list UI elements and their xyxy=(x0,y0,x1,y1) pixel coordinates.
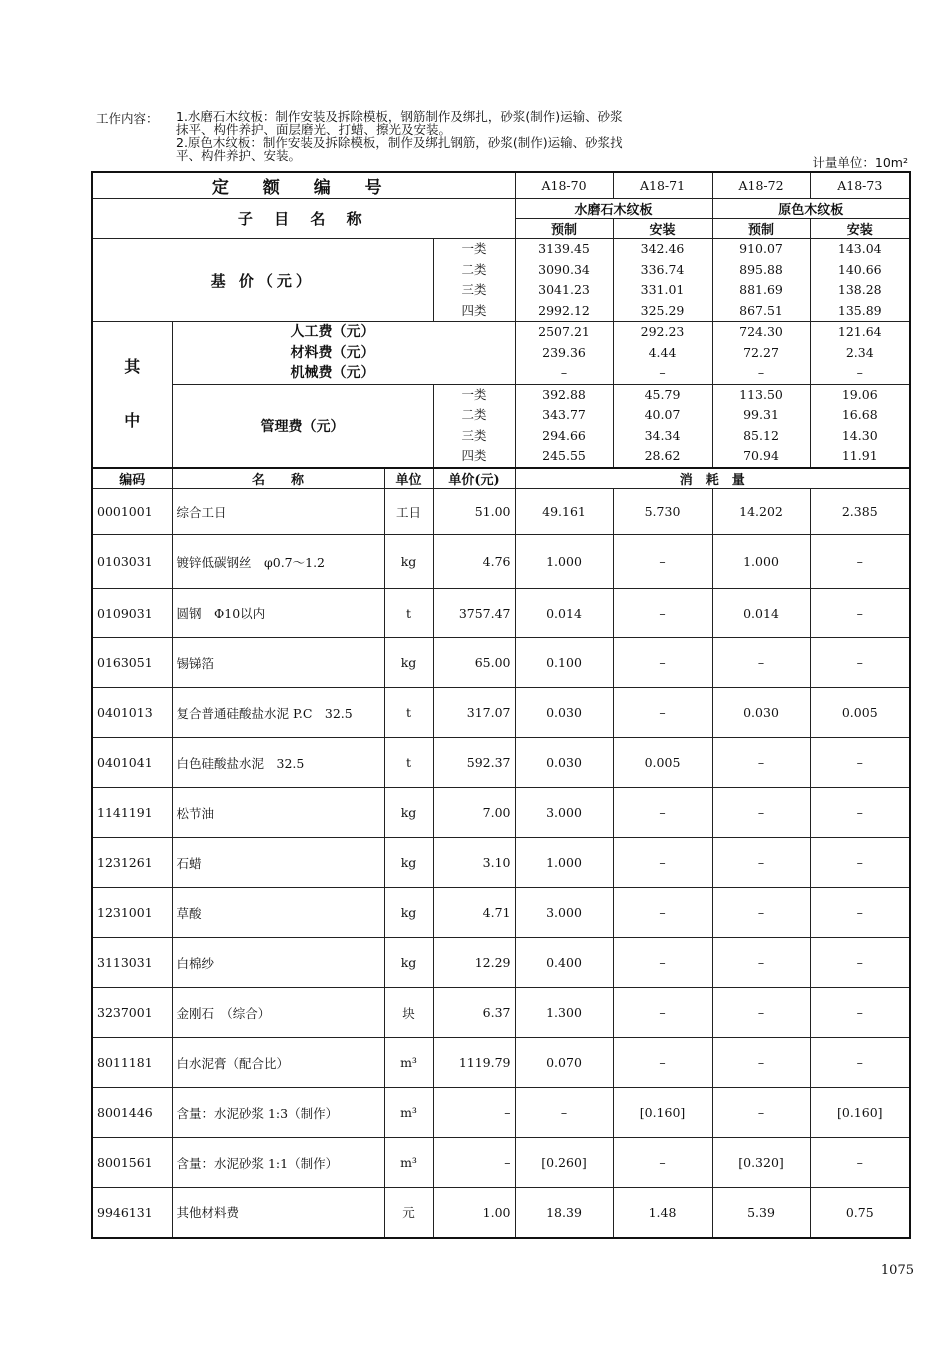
row-unit: t xyxy=(384,589,433,638)
item-subitem: 安装 xyxy=(810,219,910,239)
table-row xyxy=(92,489,910,535)
row-code: 0401013 xyxy=(92,688,172,738)
base-price-value: 331.01 xyxy=(640,282,685,297)
table-row xyxy=(92,1138,910,1188)
mgmt-value: 45.79 xyxy=(644,386,681,402)
base-price-label: 基 价（元） xyxy=(92,239,433,322)
row-code: 9946131 xyxy=(92,1188,172,1238)
row-name: 镀锌低碳钢丝 φ0.7～1.2 xyxy=(172,535,384,589)
row-consumption: 0.070 xyxy=(515,1038,613,1088)
row-consumption: 0.400 xyxy=(515,938,613,988)
row-consumption: – xyxy=(613,1038,712,1088)
cost-value: – xyxy=(757,365,765,380)
base-price-value: 867.51 xyxy=(739,302,783,318)
class-label: 四类 xyxy=(461,448,487,463)
item-subitem: 预制 xyxy=(515,219,613,239)
row-name: 复合普通硅酸盐水泥 P.C 32.5 xyxy=(172,688,384,738)
row-consumption: – xyxy=(712,938,810,988)
cost-value: – xyxy=(659,365,666,380)
quota-table xyxy=(91,171,911,1239)
base-price-value: 138.28 xyxy=(837,282,882,297)
row-consumption: – xyxy=(712,988,810,1038)
row-consumption: 14.202 xyxy=(712,489,810,535)
row-consumption: [0.320] xyxy=(712,1138,810,1188)
base-price-col xyxy=(712,239,810,322)
table-row xyxy=(92,788,910,838)
row-consumption: – xyxy=(613,589,712,638)
among-label xyxy=(92,322,172,468)
row-consumption: – xyxy=(810,888,910,938)
class-label: 一类 xyxy=(461,386,487,402)
mgmt-value: 19.06 xyxy=(841,386,878,402)
item-group: 原色木纹板 xyxy=(712,199,910,219)
row-consumption: – xyxy=(810,838,910,888)
row-consumption: – xyxy=(810,738,910,788)
row-name: 白棉纱 xyxy=(172,938,384,988)
labour-cost-label: 人工费（元） xyxy=(290,324,375,340)
work-content-line: 抹平、构件养护、面层磨光、打蜡、擦光及安装。 xyxy=(176,122,452,137)
base-price-value: 895.88 xyxy=(739,261,783,277)
table-row xyxy=(92,1088,910,1138)
col-header-name: 名 称 xyxy=(172,468,384,489)
row-consumption: 0.030 xyxy=(515,688,613,738)
row-name: 锡锑箔 xyxy=(172,638,384,688)
row-consumption: 49.161 xyxy=(515,489,613,535)
cost-value: – xyxy=(856,365,863,380)
base-price-value: 342.46 xyxy=(640,241,685,256)
row-consumption: – xyxy=(712,1038,810,1088)
row-consumption: – xyxy=(712,638,810,688)
cost-value: 72.27 xyxy=(743,344,779,360)
base-price-value: 140.66 xyxy=(837,261,882,277)
row-consumption: 0.75 xyxy=(810,1188,910,1238)
row-consumption: – xyxy=(613,1138,712,1188)
machine-cost-label: 机械费（元） xyxy=(290,365,375,381)
row-consumption: [0.160] xyxy=(810,1088,910,1138)
row-consumption: 0.014 xyxy=(712,589,810,638)
base-price-value: 135.89 xyxy=(837,302,882,318)
row-name: 圆钢 Φ10以内 xyxy=(172,589,384,638)
base-price-col xyxy=(515,239,613,322)
among-label-top: 其 xyxy=(124,357,141,377)
row-price: – xyxy=(433,1138,515,1188)
row-code: 0109031 xyxy=(92,589,172,638)
row-unit: m³ xyxy=(384,1038,433,1088)
row-code: 0401041 xyxy=(92,738,172,788)
row-name: 石蜡 xyxy=(172,838,384,888)
mgmt-value: 245.55 xyxy=(542,448,586,463)
col-header-price: 单价(元) xyxy=(433,468,515,489)
table-row xyxy=(92,638,910,688)
mgmt-value: 34.34 xyxy=(644,427,681,443)
row-price: 7.00 xyxy=(433,788,515,838)
row-consumption: – xyxy=(613,638,712,688)
row-unit: 工日 xyxy=(384,489,433,535)
class-label: 四类 xyxy=(461,302,487,318)
row-name: 含量：水泥砂浆 1:3（制作） xyxy=(172,1088,384,1138)
base-price-classes xyxy=(433,239,515,322)
base-price-value: 910.07 xyxy=(739,241,783,256)
row-name: 白色硅酸盐水泥 32.5 xyxy=(172,738,384,788)
mgmt-value: 113.50 xyxy=(739,386,783,402)
row-price: 12.29 xyxy=(433,938,515,988)
row-name: 含量：水泥砂浆 1:1（制作） xyxy=(172,1138,384,1188)
row-consumption: – xyxy=(810,589,910,638)
row-consumption: 5.730 xyxy=(613,489,712,535)
row-code: 1141191 xyxy=(92,788,172,838)
row-consumption: – xyxy=(613,988,712,1038)
table-row xyxy=(92,738,910,788)
cost-value: 239.36 xyxy=(542,344,586,360)
row-consumption: – xyxy=(515,1088,613,1138)
base-price-value: 325.29 xyxy=(640,302,685,318)
row-price: 4.71 xyxy=(433,888,515,938)
work-content-line: 平、构件养护、安装。 xyxy=(176,148,302,163)
col-header-code: 编码 xyxy=(92,468,172,489)
base-price-value: 336.74 xyxy=(640,261,685,277)
row-consumption: – xyxy=(810,1138,910,1188)
cost-value: 724.30 xyxy=(739,324,783,339)
row-consumption: – xyxy=(613,838,712,888)
row-unit: 块 xyxy=(384,988,433,1038)
table-row xyxy=(92,1188,910,1238)
row-price: 592.37 xyxy=(433,738,515,788)
row-unit: kg xyxy=(384,838,433,888)
class-label: 三类 xyxy=(461,427,487,443)
work-content-line: 1.水磨石木纹板：制作安装及拆除模板，钢筋制作及绑扎，砂浆(制作)运输、砂浆 xyxy=(176,109,623,124)
row-consumption: [0.160] xyxy=(613,1088,712,1138)
row-consumption: – xyxy=(810,938,910,988)
mgmt-value: 28.62 xyxy=(644,448,681,463)
base-price-col xyxy=(613,239,712,322)
row-unit: t xyxy=(384,688,433,738)
cost-col xyxy=(515,322,613,385)
row-consumption: 0.005 xyxy=(810,688,910,738)
base-price-value: 2992.12 xyxy=(538,302,590,318)
row-unit: kg xyxy=(384,638,433,688)
table-row xyxy=(92,589,910,638)
cost-labels xyxy=(172,322,515,385)
row-consumption: 1.300 xyxy=(515,988,613,1038)
mgmt-value: 40.07 xyxy=(644,407,681,422)
cost-value: 121.64 xyxy=(837,324,882,339)
row-consumption: 3.000 xyxy=(515,888,613,938)
row-consumption: 0.100 xyxy=(515,638,613,688)
row-consumption: – xyxy=(810,988,910,1038)
item-subitem: 预制 xyxy=(712,219,810,239)
row-consumption: – xyxy=(712,838,810,888)
mgmt-col xyxy=(613,384,712,468)
row-consumption: – xyxy=(712,788,810,838)
row-unit: kg xyxy=(384,535,433,589)
material-rows xyxy=(92,489,910,1238)
table-row xyxy=(92,1038,910,1088)
cost-col xyxy=(712,322,810,385)
row-consumption: – xyxy=(613,535,712,589)
mgmt-value: 11.91 xyxy=(841,448,878,463)
base-price-value: 3090.34 xyxy=(538,261,590,277)
cost-col xyxy=(810,322,910,385)
row-consumption: – xyxy=(613,888,712,938)
cost-value: 4.44 xyxy=(648,344,677,360)
table-row xyxy=(92,938,910,988)
base-price-col xyxy=(810,239,910,322)
row-consumption: – xyxy=(613,688,712,738)
row-code: 3113031 xyxy=(92,938,172,988)
quota-code-label: 定 额 编 号 xyxy=(92,172,515,199)
mgmt-value: 14.30 xyxy=(841,427,878,443)
row-unit: 元 xyxy=(384,1188,433,1238)
row-name: 金刚石 （综合） xyxy=(172,988,384,1038)
item-group: 水磨石木纹板 xyxy=(515,199,712,219)
mgmt-col xyxy=(712,384,810,468)
row-consumption: 2.385 xyxy=(810,489,910,535)
row-price: 3.10 xyxy=(433,838,515,888)
class-label: 三类 xyxy=(461,282,487,297)
work-content-line: 2.原色木纹板：制作安装及拆除模板，制作及绑扎钢筋，砂浆(制作)运输、砂浆找 xyxy=(176,135,623,150)
row-price: 65.00 xyxy=(433,638,515,688)
mgmt-value: 16.68 xyxy=(841,407,878,422)
row-consumption: – xyxy=(810,788,910,838)
row-code: 8011181 xyxy=(92,1038,172,1088)
row-name: 综合工日 xyxy=(172,489,384,535)
row-consumption: – xyxy=(810,535,910,589)
item-subitem: 安装 xyxy=(613,219,712,239)
row-name: 草酸 xyxy=(172,888,384,938)
base-price-value: 143.04 xyxy=(837,241,882,256)
cost-col xyxy=(613,322,712,385)
row-price: 1.00 xyxy=(433,1188,515,1238)
col-header-unit: 单位 xyxy=(384,468,433,489)
row-price: 51.00 xyxy=(433,489,515,535)
quota-code: A18-71 xyxy=(613,172,712,199)
row-code: 1231001 xyxy=(92,888,172,938)
row-consumption: 0.030 xyxy=(712,688,810,738)
class-label: 二类 xyxy=(461,261,487,277)
mgmt-value: 392.88 xyxy=(542,386,586,402)
row-code: 0001001 xyxy=(92,489,172,535)
mgmt-col xyxy=(515,384,613,468)
quota-code: A18-70 xyxy=(515,172,613,199)
base-price-value: 881.69 xyxy=(739,282,783,297)
row-consumption: – xyxy=(712,888,810,938)
cost-value: – xyxy=(560,365,568,380)
col-header-consumption: 消 耗 量 xyxy=(515,468,910,489)
mgmt-value: 85.12 xyxy=(743,427,779,443)
class-label: 二类 xyxy=(461,407,487,422)
row-consumption: 18.39 xyxy=(515,1188,613,1238)
row-price: 317.07 xyxy=(433,688,515,738)
unit-note: 计量单位：10m² xyxy=(812,155,908,170)
base-price-value: 3139.45 xyxy=(538,241,590,256)
row-consumption: 0.005 xyxy=(613,738,712,788)
row-consumption: – xyxy=(810,1038,910,1088)
row-code: 0103031 xyxy=(92,535,172,589)
table-row xyxy=(92,688,910,738)
row-unit: kg xyxy=(384,938,433,988)
base-price-value: 3041.23 xyxy=(538,282,590,297)
mgmt-fee-label: 管理费（元） xyxy=(172,384,433,468)
among-label-bottom: 中 xyxy=(124,411,141,431)
work-content-label: 工作内容： xyxy=(96,111,159,126)
row-unit: kg xyxy=(384,888,433,938)
row-consumption: 3.000 xyxy=(515,788,613,838)
material-cost-label: 材料费（元） xyxy=(290,344,375,361)
table-row xyxy=(92,888,910,938)
row-name: 白水泥膏（配合比） xyxy=(172,1038,384,1088)
row-consumption: 5.39 xyxy=(712,1188,810,1238)
row-consumption: 1.000 xyxy=(515,535,613,589)
mgmt-col xyxy=(810,384,910,468)
row-consumption: 0.014 xyxy=(515,589,613,638)
quota-code: A18-72 xyxy=(712,172,810,199)
row-consumption: – xyxy=(613,788,712,838)
table-row xyxy=(92,535,910,589)
row-consumption: 1.48 xyxy=(613,1188,712,1238)
row-price: 4.76 xyxy=(433,535,515,589)
row-consumption: 1.000 xyxy=(712,535,810,589)
row-unit: t xyxy=(384,738,433,788)
row-consumption: – xyxy=(712,738,810,788)
item-name-label: 子 目 名 称 xyxy=(92,199,515,239)
cost-value: 2507.21 xyxy=(538,324,590,339)
row-code: 3237001 xyxy=(92,988,172,1038)
row-consumption: – xyxy=(712,1088,810,1138)
quota-code: A18-73 xyxy=(810,172,910,199)
class-label: 一类 xyxy=(461,241,487,256)
row-code: 1231261 xyxy=(92,838,172,888)
row-price: 3757.47 xyxy=(433,589,515,638)
cost-value: 292.23 xyxy=(640,324,685,339)
row-consumption: – xyxy=(613,938,712,988)
mgmt-value: 99.31 xyxy=(743,407,779,422)
row-unit: m³ xyxy=(384,1088,433,1138)
row-price: 1119.79 xyxy=(433,1038,515,1088)
row-unit: kg xyxy=(384,788,433,838)
row-name: 松节油 xyxy=(172,788,384,838)
row-consumption: [0.260] xyxy=(515,1138,613,1188)
row-consumption: 1.000 xyxy=(515,838,613,888)
table-row xyxy=(92,838,910,888)
row-unit: m³ xyxy=(384,1138,433,1188)
row-code: 8001561 xyxy=(92,1138,172,1188)
work-content-lines xyxy=(176,110,716,162)
mgmt-value: 70.94 xyxy=(743,448,779,463)
row-consumption: 0.030 xyxy=(515,738,613,788)
cost-value: 2.34 xyxy=(845,344,874,360)
row-code: 0163051 xyxy=(92,638,172,688)
row-price: – xyxy=(433,1088,515,1138)
row-code: 8001446 xyxy=(92,1088,172,1138)
mgmt-value: 343.77 xyxy=(542,407,586,422)
page-number: 1075 xyxy=(880,1263,914,1278)
row-price: 6.37 xyxy=(433,988,515,1038)
mgmt-classes xyxy=(433,384,515,468)
table-row xyxy=(92,988,910,1038)
row-consumption: – xyxy=(810,638,910,688)
mgmt-value: 294.66 xyxy=(542,427,586,443)
row-name: 其他材料费 xyxy=(172,1188,384,1238)
